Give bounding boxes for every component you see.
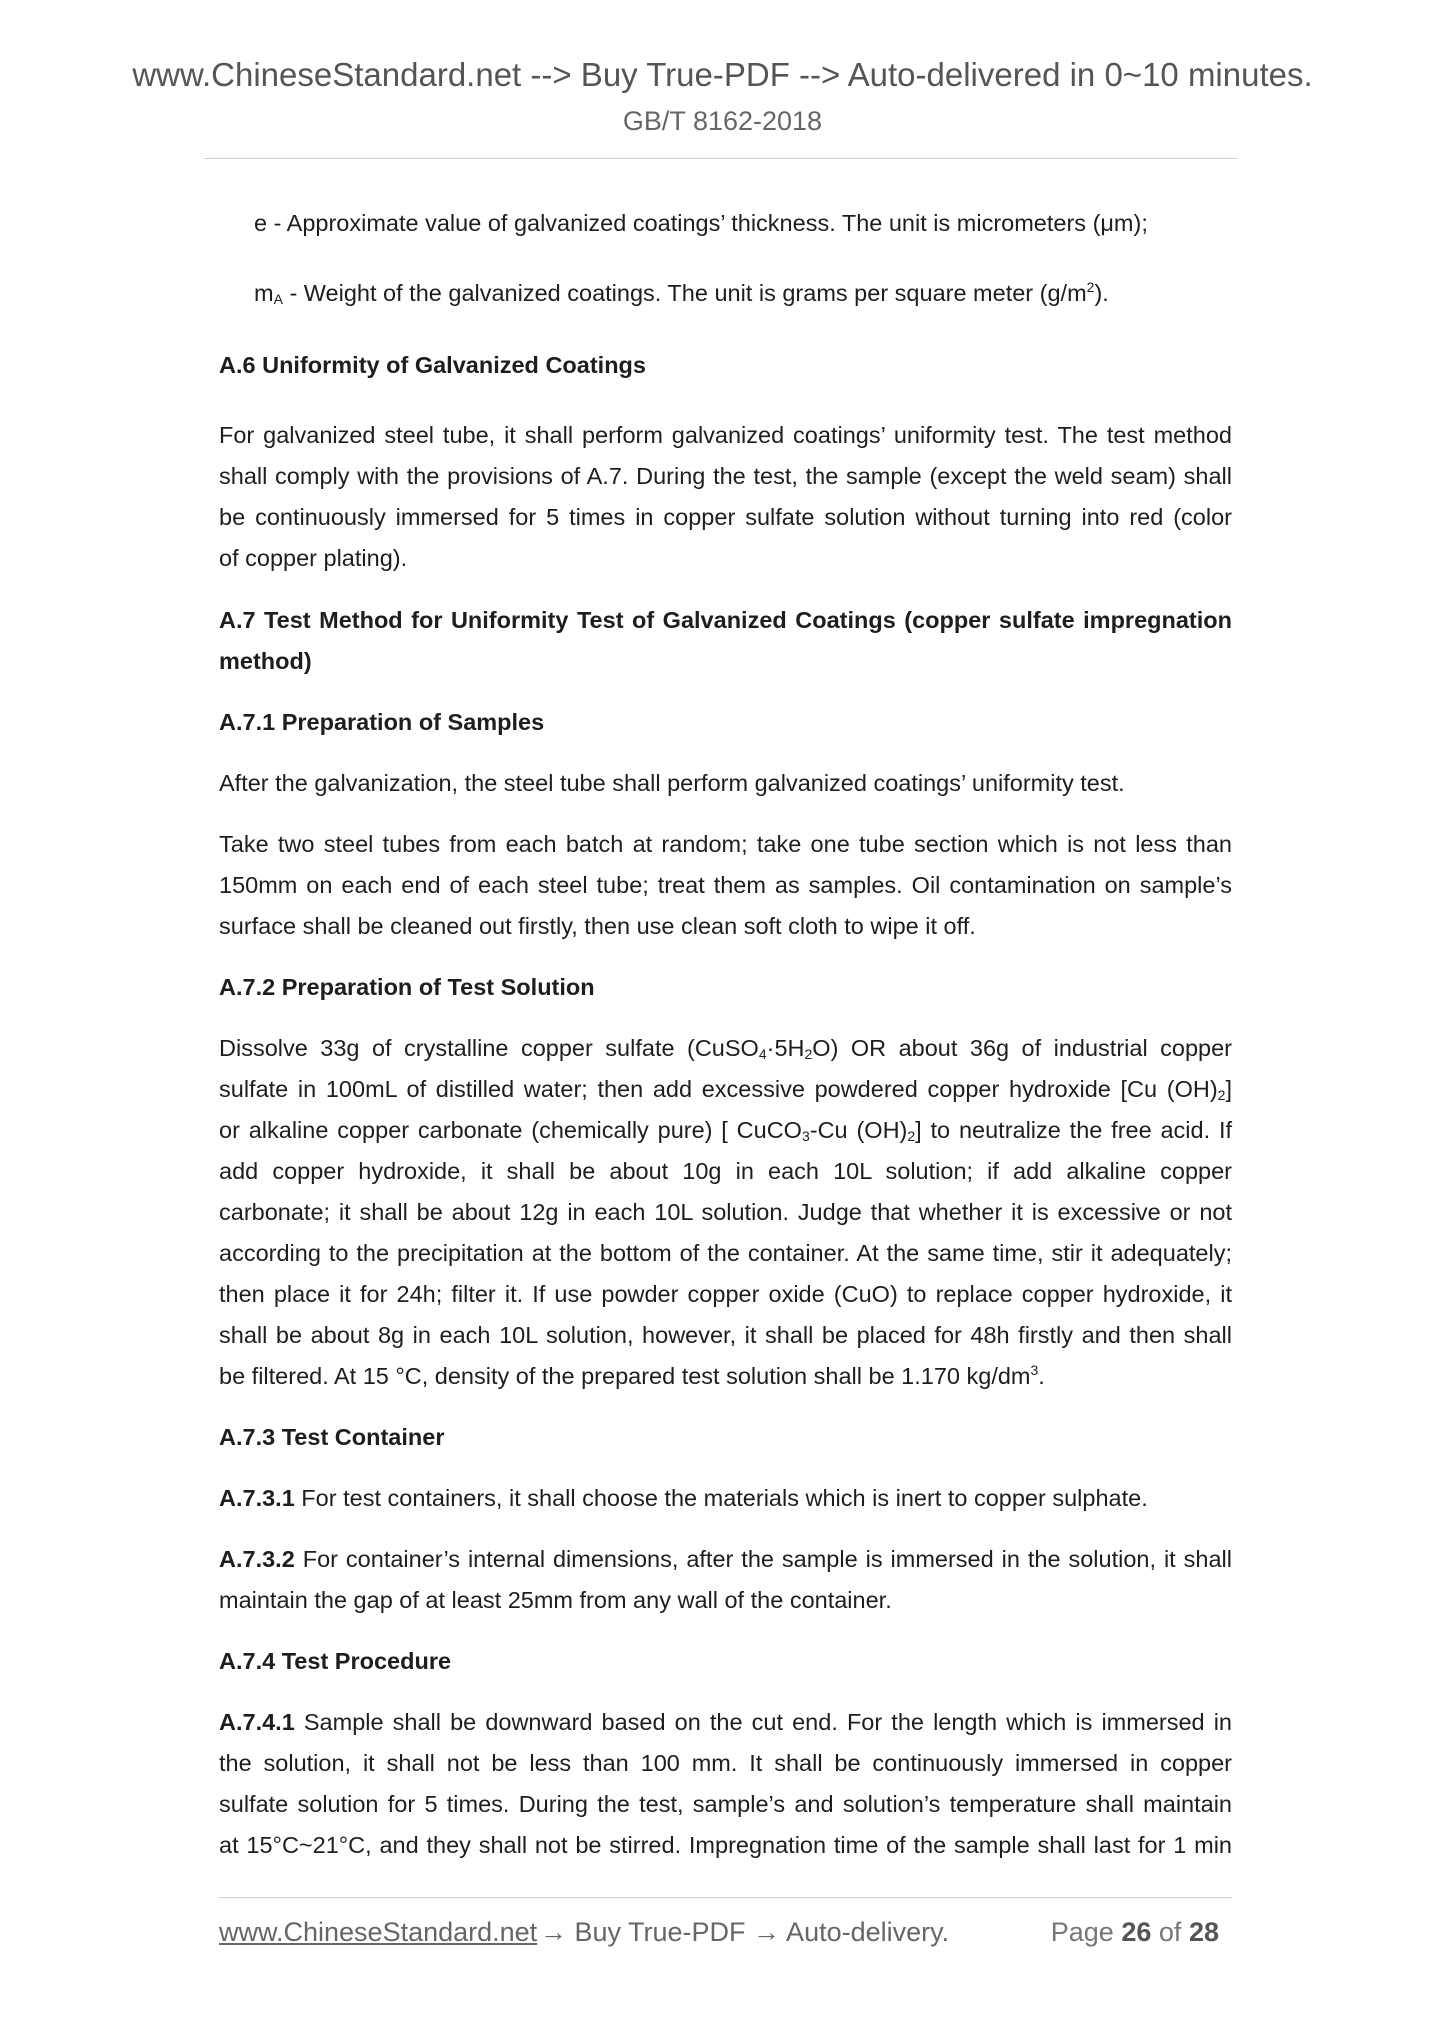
- footer-link[interactable]: www.ChineseStandard.net: [219, 1917, 538, 1947]
- a6-paragraph-line: be continuously immersed for 5 times in copper sulfate solution without turning into red (color: [219, 504, 1232, 530]
- clause-a741-line: at 15°C~21°C, and they shall not be stirred. Impregnation time of the sample shall last for 1 min: [219, 1832, 1232, 1858]
- standard-number: GB/T 8162-2018: [622, 106, 823, 136]
- a6-paragraph-line: shall comply with the provisions of A.7. During the test, the sample (except the weld seam) shall: [219, 463, 1232, 489]
- a72-paragraph-line: according to the precipitation at the bottom of the container. At the same time, stir it adequately;: [219, 1240, 1232, 1266]
- section-a73-heading: A.7.3 Test Container: [219, 1424, 445, 1450]
- a6-paragraph-line: For galvanized steel tube, it shall perform galvanized coatings’ uniformity test. The test method: [219, 422, 1232, 448]
- section-a74-heading: A.7.4 Test Procedure: [219, 1648, 452, 1674]
- clause-a731: A.7.3.1 For test containers, it shall choose the materials which is inert to copper sulphate.: [219, 1485, 1148, 1511]
- a6-paragraph-line: of copper plating).: [219, 545, 408, 571]
- a71-paragraph-line: surface shall be cleaned out firstly, then use clean soft cloth to wipe it off.: [219, 913, 976, 939]
- a72-paragraph-line: add copper hydroxide, it shall be about 10g in each 10L solution; if add alkaline copper: [219, 1158, 1232, 1184]
- a72-paragraph-line: sulfate in 100mL of distilled water; then add excessive powdered copper hydroxide [Cu $(OH)_2$]: [219, 1076, 1232, 1103]
- section-a7-heading-cont: method): [219, 648, 312, 674]
- a72-paragraph-line: Dissolve 33g of crystalline copper sulfate $(CuSO_4\cdot 5H_2O)$ OR about 36g of industrial copper: [219, 1035, 1232, 1062]
- definition-e: e - Approximate value of galvanized coatings’ thickness. The unit is micrometers (μm);: [254, 210, 1148, 236]
- a72-paragraph-line: carbonate; it shall be about 12g in each 10L solution. Judge that whether it is excessive or not: [219, 1199, 1232, 1225]
- clause-a732-cont: maintain the gap of at least 25mm from any wall of the container.: [219, 1587, 892, 1613]
- a72-paragraph-line: then place it for 24h; filter it. If use powder copper oxide (CuO) to replace copper hydroxide, it: [219, 1281, 1232, 1307]
- a71-paragraph-line: 150mm on each end of each steel tube; treat them as samples. Oil contamination on sample’s: [219, 872, 1232, 898]
- clause-a732: A.7.3.2 For container’s internal dimensions, after the sample is immersed in the solution, it shall: [219, 1546, 1232, 1572]
- clause-a741: A.7.4.1 Sample shall be downward based on the cut end. For the length which is immersed in: [219, 1709, 1232, 1735]
- a71-paragraph-line: Take two steel tubes from each batch at random; take one tube section which is not less than: [219, 831, 1232, 857]
- a72-paragraph-line: or alkaline copper carbonate (chemically pure) [ CuCO$_3$-Cu $(OH)_2$] to neutralize the free acid. If: [219, 1117, 1233, 1144]
- section-a71-heading: A.7.1 Preparation of Samples: [219, 709, 545, 735]
- a71-paragraph: After the galvanization, the steel tube shall perform galvanized coatings’ uniformity test.: [219, 770, 1125, 796]
- footer-divider: [218, 1897, 1232, 1898]
- section-a72-heading: A.7.2 Preparation of Test Solution: [219, 974, 595, 1000]
- page-indicator: Page 26 of 28: [1050, 1917, 1219, 1947]
- a72-paragraph-line: be filtered. At 15 °C, density of the prepared test solution shall be 1.170 $kg/dm^3$.: [219, 1362, 1045, 1389]
- clause-a741-line: the solution, it shall not be less than 100 mm. It shall be continuously immersed in copper: [219, 1750, 1232, 1776]
- definition-ma: $m_A$ - Weight of the galvanized coatings. The unit is grams per square meter $(g/m^2)$.: [254, 279, 1109, 307]
- header-banner: www.ChineseStandard.net --> Buy True-PDF --> Auto-delivered in 0~10 minutes.: [132, 56, 1313, 93]
- section-a6-heading: A.6 Uniformity of Galvanized Coatings: [219, 352, 646, 378]
- section-a7-heading: A.7 Test Method for Uniformity Test of Galvanized Coatings (copper sulfate impregnation: [219, 607, 1232, 633]
- a72-paragraph-line: shall be about 8g in each 10L solution, however, it shall be placed for 48h firstly and then shall: [219, 1322, 1232, 1348]
- clause-a741-line: sulfate solution for 5 times. During the test, sample’s and solution’s temperature shall maintain: [219, 1791, 1232, 1817]
- footer-tagline: → Buy True-PDF → Auto-delivery.: [540, 1917, 950, 1947]
- header-divider: [204, 158, 1238, 159]
